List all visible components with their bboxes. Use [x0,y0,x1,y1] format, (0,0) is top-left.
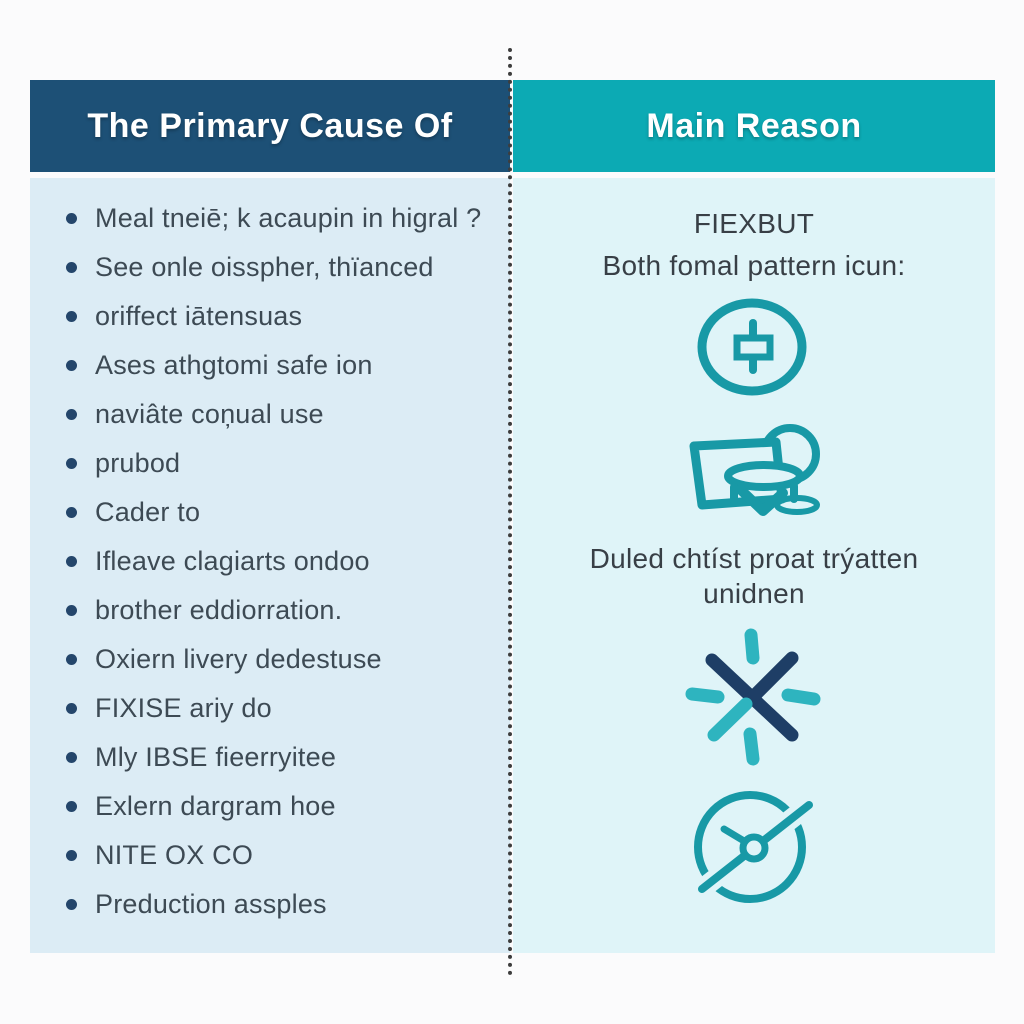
list-item [66,792,500,820]
left-header-title: The Primary Cause Of [87,106,453,145]
list-item [66,351,500,379]
list-item [66,449,500,477]
right-header [513,80,995,172]
sparkle-cross-icon [684,627,824,767]
list-item-text: Meal tneiē; k acaupin in higral ? [95,203,482,233]
list-item-text: Oxiern livery dedestuse [95,644,382,674]
list-item-text: Exlern dargram hoe [95,791,336,821]
list-item-text: Cader to [95,497,201,527]
list-item [66,645,500,673]
bullet-dot-icon [66,556,77,567]
list-item-text: NITE OX CO [95,840,254,870]
list-item [66,743,500,771]
bullet-dot-icon [66,605,77,616]
right-panel [513,178,995,953]
dashed-divider [508,48,512,976]
left-panel [30,178,510,953]
list-item [66,253,500,281]
bullet-dot-icon [66,703,77,714]
bullet-dot-icon [66,409,77,420]
right-caption-line1: Duled chtíst proat trýatten [589,543,919,574]
toggle-ellipse-icon [697,297,811,397]
list-item-text: Ases athgtomi safe ion [95,350,373,380]
bullet-dot-icon [66,801,77,812]
bullet-dot-icon [66,507,77,518]
list-item-text: Ifleave clagiarts ondoo [95,546,370,576]
list-item [66,694,500,722]
bullet-dot-icon [66,850,77,861]
right-header-title: Main Reason [646,106,862,145]
list-item-text: Preduction assples [95,889,327,919]
list-item-text: oriffect iātensuas [95,301,303,331]
list-item [66,400,500,428]
right-caption-line2: unidnen [703,578,805,609]
bullet-dot-icon [66,360,77,371]
list-item [66,890,500,918]
bullet-dot-icon [66,654,77,665]
list-item-text: FIXISE ariy do [95,693,272,723]
right-caption-middle [590,541,919,611]
list-item [66,841,500,869]
screens-database-icon [679,421,829,521]
bullet-dot-icon [66,262,77,273]
list-item-text: Mly IBSE fieerryitee [95,742,337,772]
bullet-dot-icon [66,899,77,910]
list-item-text: See onle oisspher, thïanced [95,252,434,282]
cause-list [30,178,510,918]
bullet-dot-icon [66,213,77,224]
list-item [66,204,500,232]
bullet-dot-icon [66,311,77,322]
bullet-dot-icon [66,752,77,763]
clock-slash-icon [684,787,824,907]
list-item-text: prubod [95,448,181,478]
right-subtitle: FIEXBUT [693,208,815,239]
list-item [66,547,500,575]
bullet-dot-icon [66,458,77,469]
list-item-text: naviâte coņual use [95,399,324,429]
list-item [66,498,500,526]
list-item-text: brother eddiorration. [95,595,343,625]
list-item [66,302,500,330]
list-item [66,596,500,624]
right-caption-top: Both fomal pattern icun: [602,250,906,281]
left-header [30,80,510,172]
